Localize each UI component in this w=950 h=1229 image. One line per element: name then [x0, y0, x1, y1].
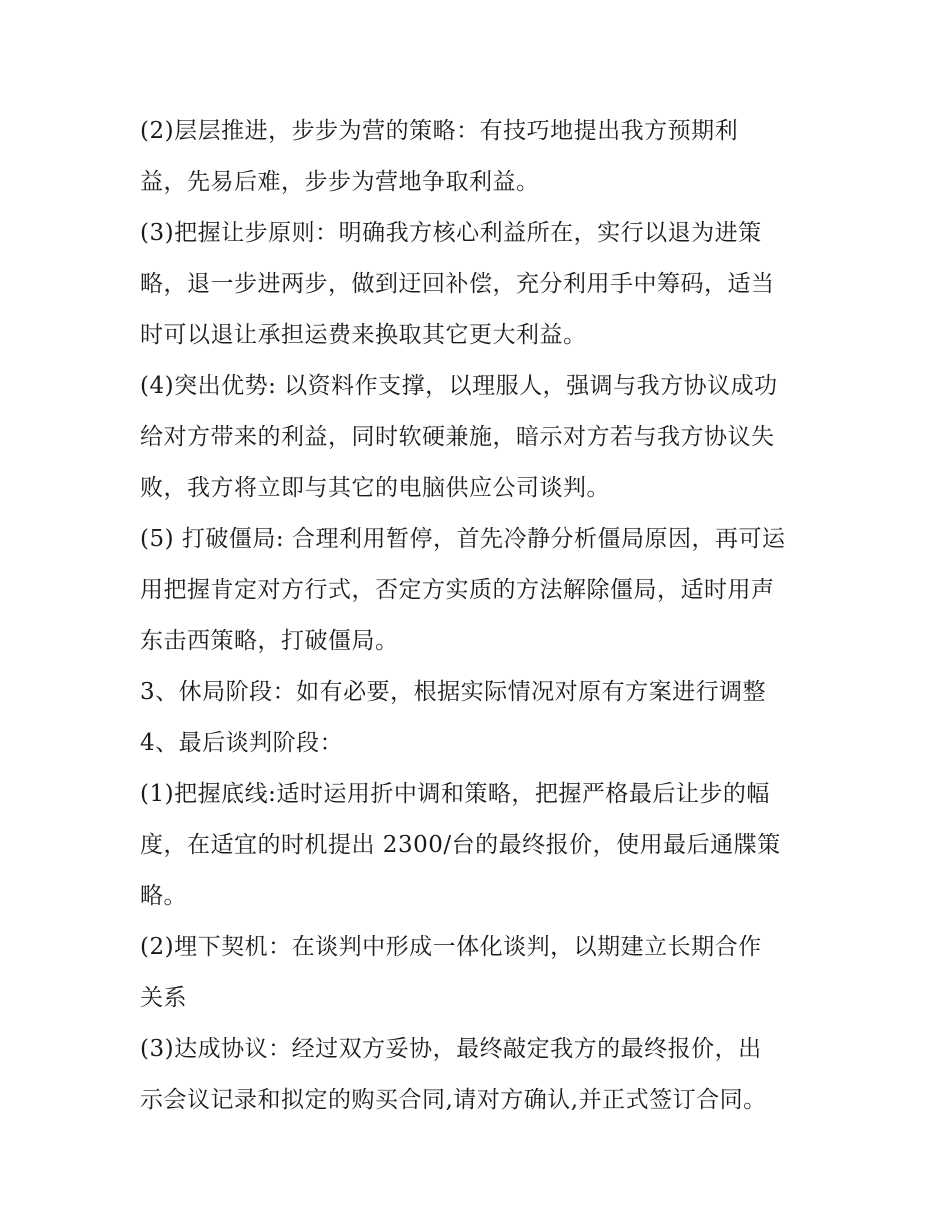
paragraph-final-1: (1)把握底线:适时运用折中调和策略，把握严格最后让步的幅 度，在适宜的时机提出 2300/台的最终报价，使用最后通牒策 略。 [140, 781, 781, 909]
paragraph-strategy-5: (5) 打破僵局: 合理利用暂停，首先冷静分析僵局原因，再可运 用把握肯定对方行式，否定方实质的方法解除僵局，适时用声 东击西策略，打破僵局。 [140, 526, 786, 654]
paragraph-strategy-2: (2)层层推进，步步为营的策略：有技巧地提出我方预期利 益，先易后难，步步为营地争取利益。 [140, 118, 739, 195]
paragraph-strategy-4: (4)突出优势: 以资料作支撑，以理服人，强调与我方协议成功 给对方带来的利益，同时软硬兼施，暗示对方若与我方协议失 败，我方将立即与其它的电脑供应公司谈判。 [140, 373, 778, 501]
paragraph-final-3: (3)达成协议：经过双方妥协，最终敲定我方的最终报价，出 示会议记录和拟定的购买合同,请对方确认,并正式签订合同。 [140, 1036, 767, 1113]
paragraph-strategy-3: (3)把握让步原则：明确我方核心利益所在，实行以退为进策 略，退一步进两步，做到迂回补偿，充分利用手中筹码，适当 时可以退让承担运费来换取其它更大利益。 [140, 220, 775, 348]
document-body [140, 106, 830, 1126]
paragraph-stage-4: 4、最后谈判阶段： [140, 730, 344, 756]
paragraph-final-2: (2)埋下契机：在谈判中形成一体化谈判，以期建立长期合作 关系 [140, 934, 762, 1011]
paragraph-stage-3: 3、休局阶段：如有必要，根据实际情况对原有方案进行调整 [140, 679, 767, 705]
